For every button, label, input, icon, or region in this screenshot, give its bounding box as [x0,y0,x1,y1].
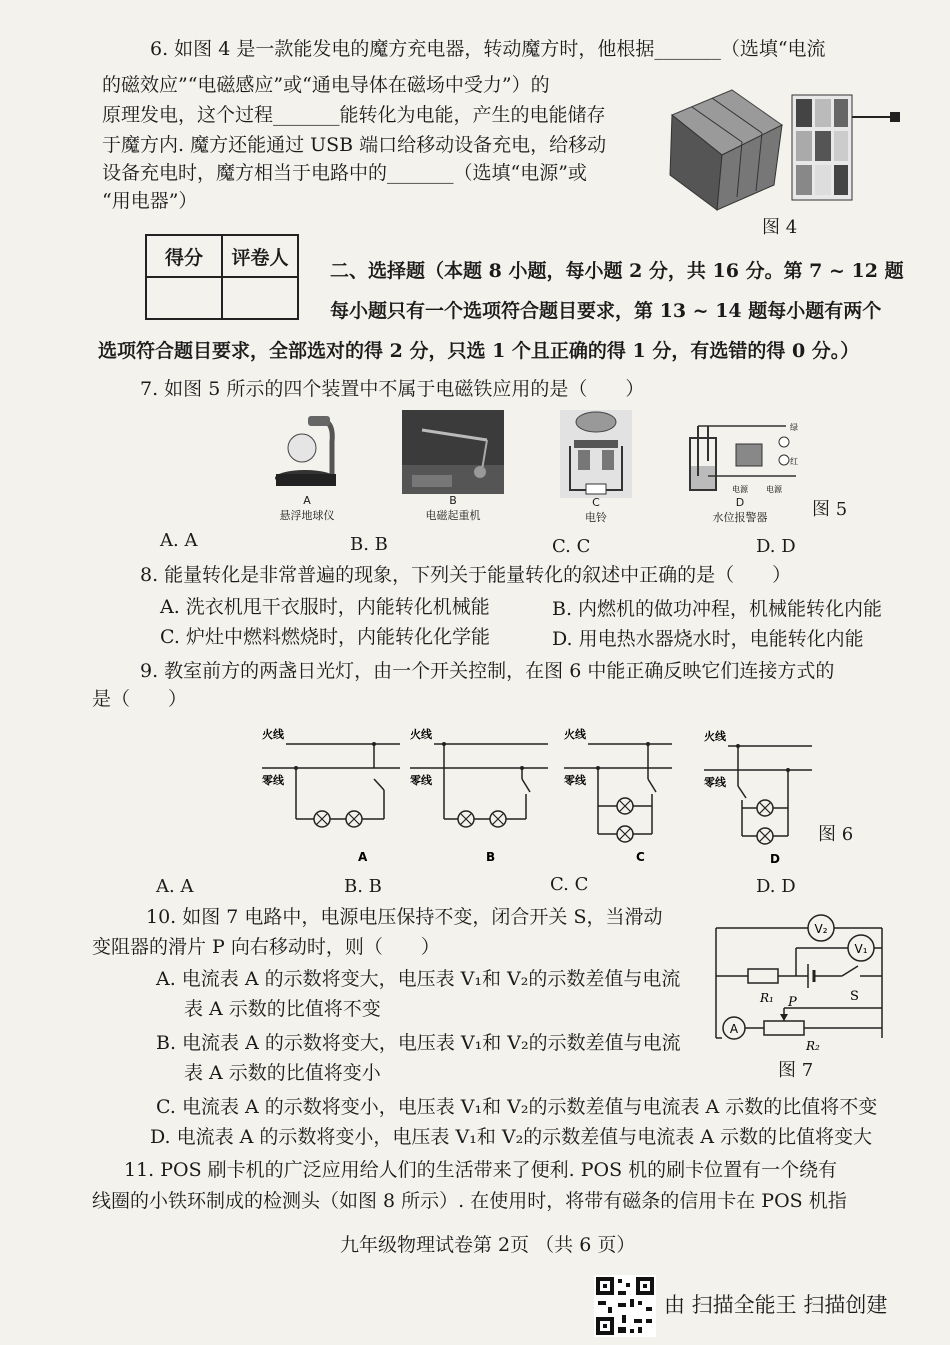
q10-option-b-1: B. 电流表 A 的示数将变大，电压表 V₁和 V₂的示数差值与电流 [156,1032,681,1054]
figure-5d-green-label: 绿 [790,423,798,432]
q9-option-a: A. A [156,876,194,897]
neutral-wire-label: 零线 [704,776,726,789]
live-wire-label: 火线 [704,730,726,743]
figure-5d-red-label: 红 [790,457,798,466]
figure-5a-caption: 悬浮地球仪 [279,509,335,522]
q6-line-1: 6. 如图 4 是一款能发电的魔方充电器，转动魔方时，他根据_______（选填“电流 [150,38,826,60]
q7-option-c: C. C [552,536,591,557]
figure-5d-source-2: 电源 [766,485,782,494]
q8-option-a: A. 洗衣机甩干衣服时，内能转化机械能 [160,596,490,618]
figure-7-label: 图 7 [778,1060,814,1081]
page-footer: 九年级物理试卷第 2页 （共 6 页） [340,1234,636,1256]
slider-p-label: P [788,995,797,1010]
q10-line-2: 变阻器的滑片 P 向右移动时，则（ ） [92,936,440,958]
figure-6a-letter: A [358,850,368,864]
neutral-wire-label: 零线 [262,774,284,787]
voltmeter-v1-label: V₁ [854,942,868,956]
figure-6b-circuit [410,724,550,864]
figure-5b-crane [402,410,504,494]
figure-4-label: 图 4 [762,217,798,238]
q10-option-a-2: 表 A 示数的比值将不变 [184,998,381,1020]
qr-code-icon [594,1275,656,1337]
figure-6-label: 图 6 [818,824,854,845]
q7-option-b: B. B [350,534,388,555]
q10-line-1: 10. 如图 7 电路中，电源电压保持不变，闭合开关 S，当滑动 [146,906,663,928]
figure-6b-letter: B [486,850,496,864]
figure-4-magic-cube [662,85,907,215]
section-2-line-1: 二、选择题（本题 8 小题，每小题 2 分，共 16 分。第 7 ~ 12 题 [330,260,904,282]
score-table [145,234,299,320]
q8-option-d: D. 用电热水器烧水时，电能转化内能 [552,628,864,650]
figure-5b-letter: B [449,494,457,507]
figure-5-label: 图 5 [812,499,848,520]
q10-option-c: C. 电流表 A 的示数将变小，电压表 V₁和 V₂的示数差值与电流表 A 示数的比值将不变 [156,1096,878,1118]
figure-6c-circuit [564,724,674,864]
figure-5a-globe [270,412,345,497]
figure-5d-letter: D [735,496,745,509]
q7-option-a: A. A [160,530,198,551]
figure-5d-alarm [686,416,808,496]
q6-line-4: 于魔方内. 魔方还能通过 USB 端口给移动设备充电，给移动 [102,134,607,156]
q9-line-2: 是（ ） [92,688,188,710]
figure-6a-circuit [262,724,402,864]
q9-option-b: B. B [344,876,382,897]
q8-option-b: B. 内燃机的做功冲程，机械能转化内能 [552,598,883,620]
neutral-wire-label: 零线 [410,774,432,787]
figure-6d-circuit [704,726,814,866]
section-2-line-2: 每小题只有一个选项符合题目要求，第 13 ~ 14 题每小题有两个 [330,300,882,322]
q6-line-6: “用电器”） [102,190,198,212]
q6-line-2: 的磁效应”“电磁感应”或“通电导体在磁场中受力”）的 [102,74,550,96]
q9-line-1: 9. 教室前方的两盏日光灯，由一个开关控制，在图 6 中能正确反映它们连接方式的 [140,660,835,682]
neutral-wire-label: 零线 [564,774,586,787]
figure-6d-letter: D [770,852,780,866]
figure-5c-bell [560,410,632,498]
q10-option-d: D. 电流表 A 的示数将变小，电压表 V₁和 V₂的示数差值与电流表 A 示数的比值将变大 [150,1126,872,1148]
q7-option-d: D. D [756,536,796,557]
section-2-line-3: 选项符合题目要求，全部选对的得 2 分，只选 1 个且正确的得 1 分，有选错的得 0 分。） [98,340,860,362]
voltmeter-v2-label: V₂ [814,922,828,936]
grader-cell [222,277,298,319]
live-wire-label: 火线 [410,728,432,741]
figure-5c-letter: C [592,496,600,509]
q11-line-1: 11. POS 刷卡机的广泛应用给人们的生活带来了便利. POS 机的刷卡位置有一个绕有 [124,1159,838,1181]
q9-option-d: D. D [756,876,796,897]
score-cell [146,277,222,319]
resistor-r1-label: R₁ [760,991,774,1005]
figure-5b-caption: 电磁起重机 [425,509,481,522]
q6-line-5: 设备充电时，魔方相当于电路中的_______（选填“电源”或 [102,162,587,184]
q8-stem: 8. 能量转化是非常普遍的现象，下列关于能量转化的叙述中正确的是（ ） [140,564,792,586]
figure-5c-caption: 电铃 [585,511,607,524]
q8-option-c: C. 炉灶中燃料燃烧时，内能转化化学能 [160,626,490,648]
ammeter-label: A [729,1022,739,1036]
figure-5d-source-1: 电源 [732,485,748,494]
q11-line-2: 线圈的小铁环制成的检测头（如图 8 所示）. 在使用时，将带有磁条的信用卡在 POS 机指 [92,1190,847,1212]
switch-s-label: S [850,989,859,1004]
q10-option-b-2: 表 A 示数的比值将变小 [184,1062,381,1084]
resistor-r2-label: R₂ [806,1039,820,1053]
figure-5a-letter: A [303,494,311,507]
grader-header: 评卷人 [222,235,298,277]
figure-7-circuit [708,908,888,1058]
q10-option-a-1: A. 电流表 A 的示数将变大，电压表 V₁和 V₂的示数差值与电流 [156,968,681,990]
figure-6c-letter: C [636,850,645,864]
live-wire-label: 火线 [564,728,586,741]
q9-option-c: C. C [550,874,589,895]
scanner-watermark: 由 扫描全能王 扫描创建 [664,1293,888,1317]
live-wire-label: 火线 [262,728,284,741]
q7-stem: 7. 如图 5 所示的四个装置中不属于电磁铁应用的是（ ） [140,378,645,400]
score-header: 得分 [146,235,222,277]
q6-line-3: 原理发电，这个过程_______能转化为电能，产生的电能储存 [102,104,606,126]
figure-5d-caption: 水位报警器 [712,511,768,524]
